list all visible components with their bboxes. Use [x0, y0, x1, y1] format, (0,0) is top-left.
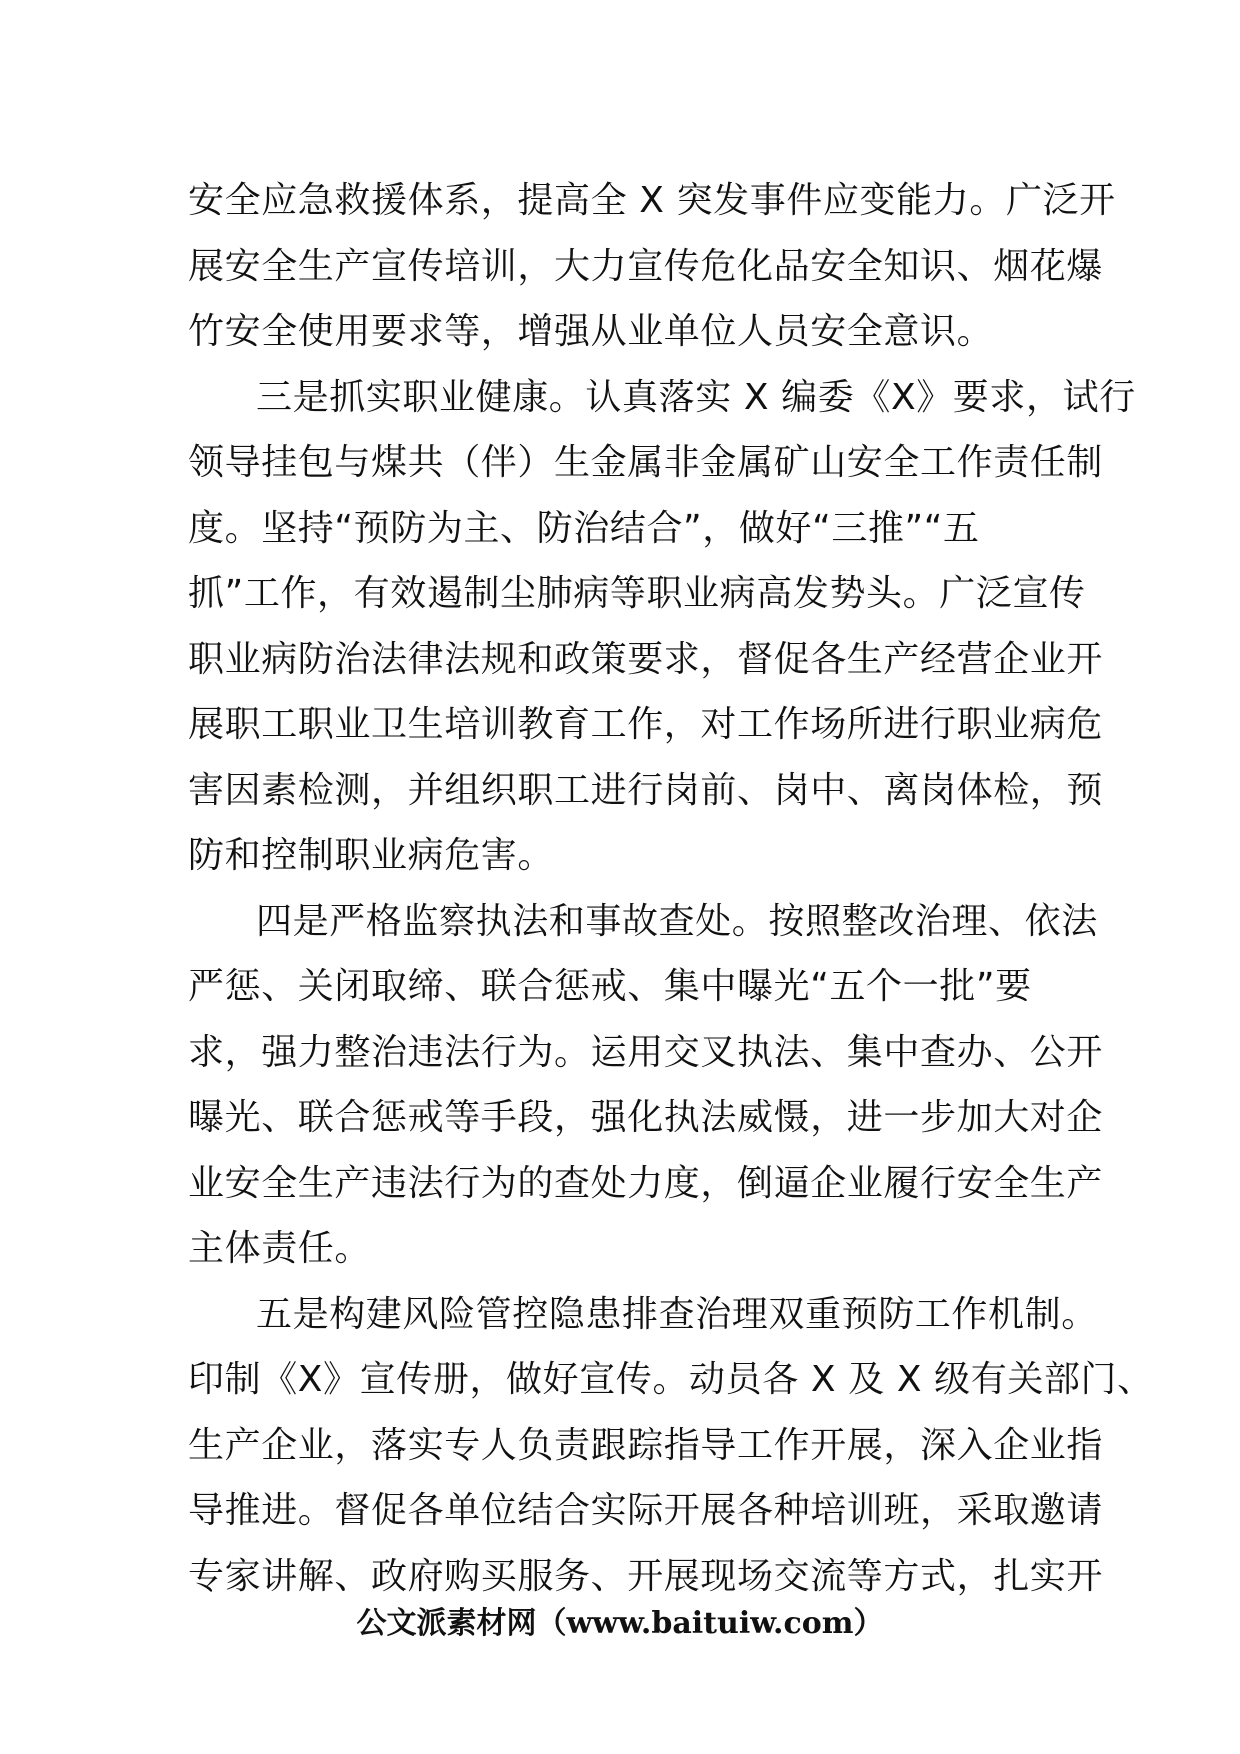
text-line: 安全应急救援体系，提高全 X 突发事件应变能力。广泛开 [188, 180, 1116, 221]
text-line: 专家讲解、政府购买服务、开展现场交流等方式，扎实开 [188, 1555, 1104, 1597]
text-line: 曝光、联合惩戒等手段，强化执法威慑，进一步加大对企 [188, 1097, 1104, 1138]
text-line: 求，强力整治违法行为。运用交叉执法、集中查办、公开 [188, 1031, 1104, 1073]
footer-watermark-text: 公文派素材网（www.baituiw.com） [356, 1606, 884, 1641]
text-line: 抓”工作，有效遏制尘肺病等职业病高发势头。广泛宣传 [188, 573, 1086, 614]
text-line: 度。坚持“预防为主、防治结合”，做好“三推”“五 [188, 507, 980, 549]
text-line: 展安全生产宣传培训，大力宣传危化品安全知识、烟花爆 [188, 245, 1104, 287]
text-line: 防和控制职业病危害。 [188, 835, 555, 876]
text-line: 严惩、关闭取缔、联合惩戒、集中曝光“五个一批”要 [188, 966, 1032, 1007]
text-line: 竹安全使用要求等，增强从业单位人员安全意识。 [188, 311, 994, 352]
text-line: 展职工职业卫生培训教育工作，对工作场所进行职业病危 [188, 704, 1104, 745]
text-line: 生产企业，落实专人负责跟踪指导工作开展，深入企业指 [188, 1424, 1104, 1466]
text-line: 主体责任。 [188, 1228, 372, 1269]
text-line: 印制《X》宣传册，做好宣传。动员各 X 及 X 级有关部门、 [188, 1359, 1154, 1400]
paragraph-start-line: 四是严格监察执法和事故查处。按照整改治理、依法 [256, 900, 1098, 942]
text-line: 害因素检测，并组织职工进行岗前、岗中、离岗体检，预 [188, 769, 1104, 811]
paragraph-start-line: 五是构建风险管控隐患排查治理双重预防工作机制。 [256, 1293, 1098, 1335]
text-line: 职业病防治法律法规和政策要求，督促各生产经营企业开 [188, 638, 1104, 680]
document-body [188, 168, 1154, 1609]
text-line: 业安全生产违法行为的查处力度，倒逼企业履行安全生产 [188, 1162, 1104, 1204]
paragraph-start-line: 三是抓实职业健康。认真落实 X 编委《X》要求，试行 [256, 376, 1136, 418]
text-line: 导推进。督促各单位结合实际开展各种培训班，采取邀请 [188, 1490, 1104, 1531]
text-line: 领导挂包与煤共（伴）生金属非金属矿山安全工作责任制 [188, 442, 1104, 483]
